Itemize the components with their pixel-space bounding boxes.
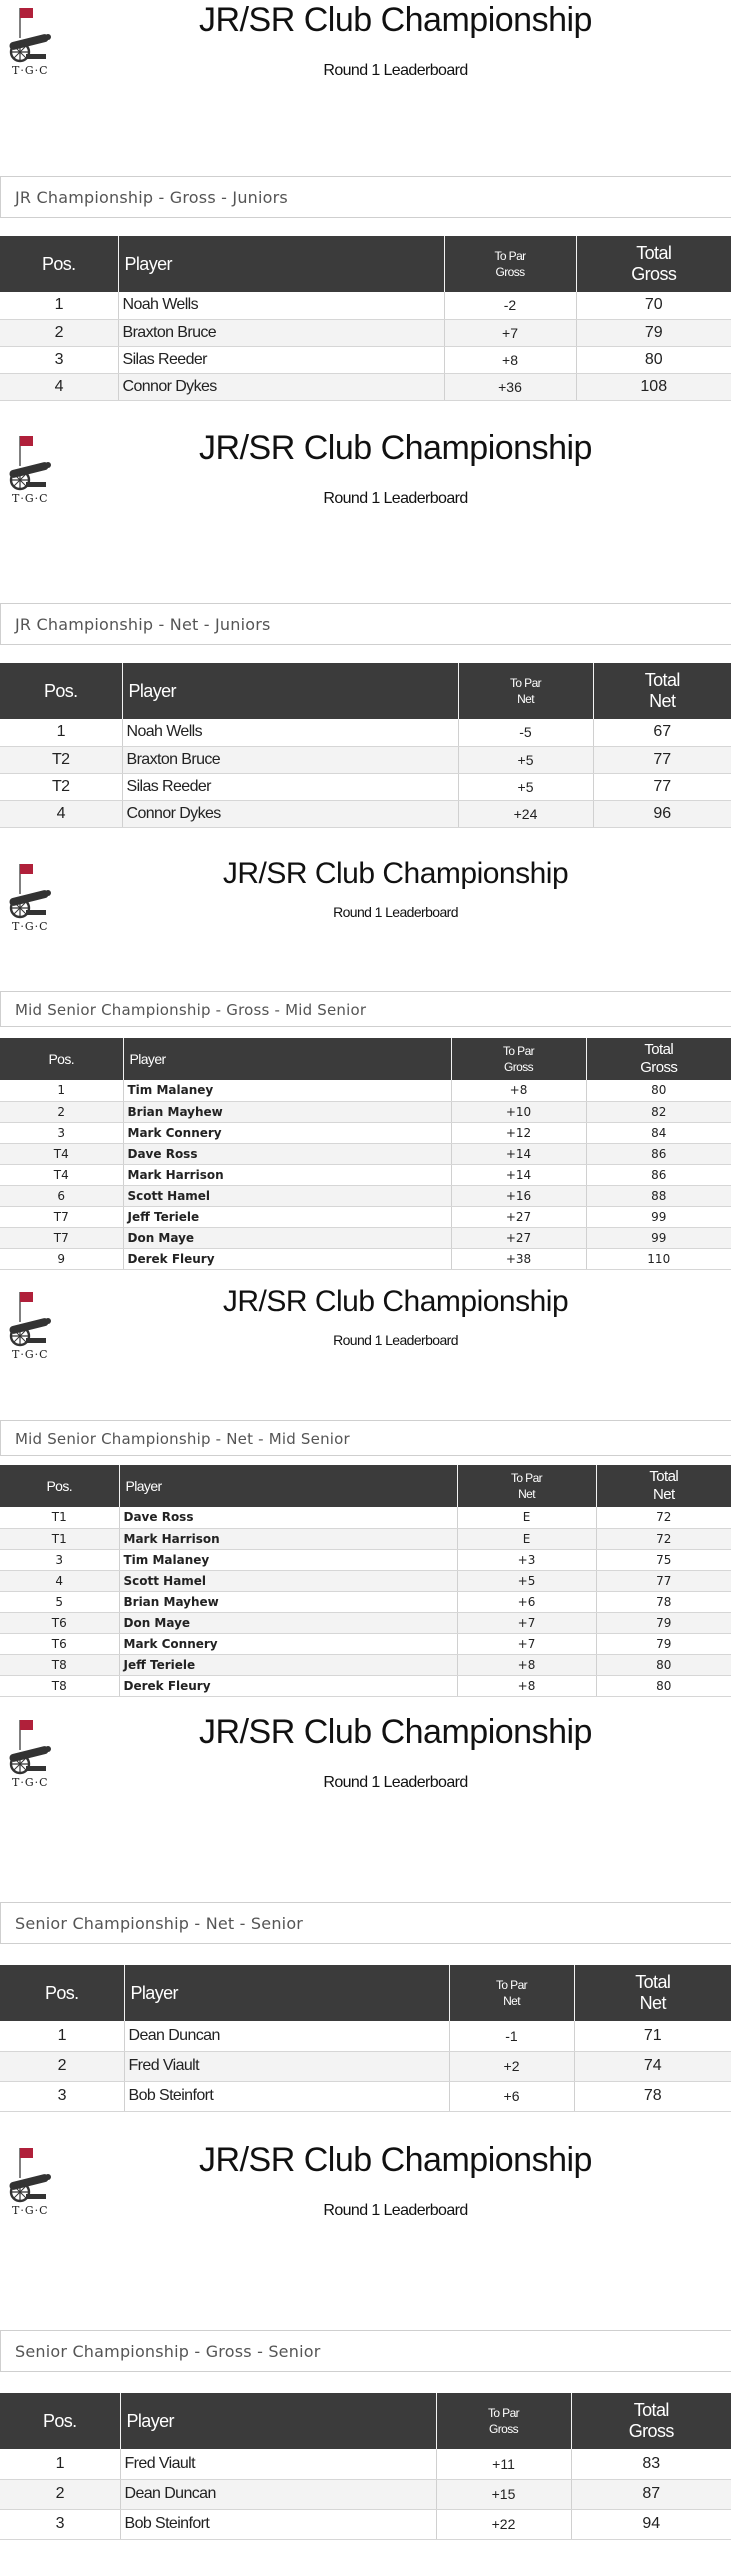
total-label: Total (644, 1041, 674, 1058)
column-header-player: Player (124, 1965, 449, 2021)
total-score-cell: 72 (596, 1528, 731, 1549)
to-par-label: To Par (487, 2406, 520, 2420)
total-score-cell: 71 (574, 2021, 731, 2051)
to-par-cell: +12 (451, 1122, 586, 1143)
position-cell: 3 (0, 2509, 120, 2539)
player-name-cell: Bob Steinfort (120, 2509, 436, 2539)
table-row (0, 2021, 731, 2051)
total-score-cell: 83 (571, 2449, 731, 2479)
table-row (0, 1570, 731, 1591)
table-header-row (0, 1465, 731, 1507)
player-name-cell: Silas Reeder (122, 773, 458, 800)
position-cell: 1 (0, 292, 118, 319)
club-logo-letters: T·G·C (12, 492, 49, 505)
to-par-cell: +3 (457, 1549, 596, 1570)
player-name-cell: Dave Ross (123, 1143, 451, 1164)
to-par-cell: +27 (451, 1206, 586, 1227)
page-subtitle: Round 1 Leaderboard (323, 2202, 468, 2219)
to-par-cell: +38 (451, 1248, 586, 1269)
player-name-cell: Tim Malaney (123, 1080, 451, 1101)
position-cell: 2 (0, 2051, 124, 2081)
to-par-cell: +15 (436, 2479, 571, 2509)
total-score-cell: 79 (576, 319, 731, 346)
total-label: Total (636, 243, 672, 263)
total-type-label: Net (652, 1486, 675, 1503)
column-header-player: Player (123, 1038, 451, 1080)
to-par-cell: +5 (458, 746, 593, 773)
table-row (0, 2051, 731, 2081)
to-par-cell: +7 (444, 319, 576, 346)
to-par-cell: +6 (457, 1591, 596, 1612)
page-subtitle: Round 1 Leaderboard (333, 1332, 458, 1348)
total-score-cell: 67 (593, 719, 731, 746)
to-par-cell: E (457, 1507, 596, 1528)
table-row (0, 1101, 731, 1122)
position-cell: T1 (0, 1528, 119, 1549)
position-cell: 4 (0, 373, 118, 400)
table-header-row (0, 236, 731, 292)
table-row (0, 319, 731, 346)
position-cell: T8 (0, 1654, 119, 1675)
player-name-cell: Silas Reeder (118, 346, 444, 373)
total-score-cell: 77 (593, 773, 731, 800)
player-name-cell: Mark Connery (119, 1633, 457, 1654)
column-header-pos: Pos. (0, 663, 122, 719)
column-header-player: Player (122, 663, 458, 719)
position-cell: 3 (0, 2081, 124, 2111)
player-name-cell: Tim Malaney (119, 1549, 457, 1570)
to-par-cell: +8 (457, 1675, 596, 1696)
club-logo-letters: T·G·C (12, 920, 49, 933)
to-par-cell: +7 (457, 1612, 596, 1633)
player-name-cell: Dean Duncan (120, 2479, 436, 2509)
page-title: JR/SR Club Championship (222, 1285, 569, 1318)
table-row (0, 2479, 731, 2509)
to-par-cell: -5 (458, 719, 593, 746)
table-row (0, 346, 731, 373)
column-header-to-par (457, 1465, 596, 1507)
column-header-total (596, 1465, 731, 1507)
total-score-cell: 82 (586, 1101, 731, 1122)
table-row (0, 292, 731, 319)
to-par-cell: +10 (451, 1101, 586, 1122)
to-par-cell: +8 (451, 1080, 586, 1101)
category-heading: Senior Championship - Net - Senior (0, 1902, 731, 1944)
position-cell: T7 (0, 1227, 123, 1248)
total-label: Total (635, 1972, 671, 1992)
club-logo-letters: T·G·C (12, 1348, 49, 1361)
category-heading: JR Championship - Net - Juniors (0, 603, 731, 645)
column-header-to-par (449, 1965, 574, 2021)
to-par-cell: -2 (444, 292, 576, 319)
club-logo-letters: T·G·C (12, 64, 49, 77)
total-score-cell: 96 (593, 800, 731, 827)
column-header-total (586, 1038, 731, 1080)
player-name-cell: Mark Harrison (123, 1164, 451, 1185)
total-score-cell: 79 (596, 1612, 731, 1633)
total-score-cell: 77 (593, 746, 731, 773)
column-header-total (574, 1965, 731, 2021)
leaderboard-table (0, 2393, 731, 2540)
total-score-cell: 80 (596, 1654, 731, 1675)
page-title: JR/SR Club Championship (222, 857, 569, 890)
table-row (0, 1654, 731, 1675)
player-name-cell: Bob Steinfort (124, 2081, 449, 2111)
column-header-pos: Pos. (0, 2393, 120, 2449)
club-logo-letters: T·G·C (12, 1776, 49, 1789)
total-score-cell: 99 (586, 1227, 731, 1248)
to-par-type-label: Gross (488, 2422, 518, 2436)
player-name-cell: Dean Duncan (124, 2021, 449, 2051)
to-par-label: To Par (502, 1044, 535, 1058)
player-name-cell: Scott Hamel (119, 1570, 457, 1591)
total-score-cell: 86 (586, 1164, 731, 1185)
table-row (0, 2081, 731, 2111)
position-cell: T2 (0, 773, 122, 800)
position-cell: T6 (0, 1612, 119, 1633)
position-cell: T4 (0, 1164, 123, 1185)
column-header-total (593, 663, 731, 719)
to-par-type-label: Net (503, 1994, 520, 2008)
to-par-cell: +16 (451, 1185, 586, 1206)
table-row (0, 719, 731, 746)
player-name-cell: Jeff Teriele (119, 1654, 457, 1675)
column-header-to-par (451, 1038, 586, 1080)
to-par-cell: +5 (458, 773, 593, 800)
position-cell: 1 (0, 2021, 124, 2051)
table-row (0, 1206, 731, 1227)
to-par-cell: +22 (436, 2509, 571, 2539)
total-score-cell: 72 (596, 1507, 731, 1528)
to-par-label: To Par (509, 676, 542, 690)
player-name-cell: Connor Dykes (118, 373, 444, 400)
player-name-cell: Brian Mayhew (123, 1101, 451, 1122)
club-logo (4, 432, 60, 507)
position-cell: 5 (0, 1591, 119, 1612)
table-row (0, 1549, 731, 1570)
to-par-cell: +5 (457, 1570, 596, 1591)
leaderboard-table (0, 663, 731, 828)
position-cell: 3 (0, 1549, 119, 1570)
player-name-cell: Don Maye (123, 1227, 451, 1248)
position-cell: T2 (0, 746, 122, 773)
table-row (0, 1164, 731, 1185)
player-name-cell: Fred Viault (124, 2051, 449, 2081)
player-name-cell: Mark Connery (123, 1122, 451, 1143)
page-subtitle: Round 1 Leaderboard (323, 62, 468, 79)
total-score-cell: 74 (574, 2051, 731, 2081)
total-score-cell: 108 (576, 373, 731, 400)
total-label: Total (633, 2400, 669, 2420)
table-row (0, 1080, 731, 1101)
player-name-cell: Braxton Bruce (122, 746, 458, 773)
table-row (0, 1185, 731, 1206)
table-row (0, 1248, 731, 1269)
total-score-cell: 80 (576, 346, 731, 373)
position-cell: 1 (0, 1080, 123, 1101)
position-cell: 3 (0, 346, 118, 373)
total-score-cell: 77 (596, 1570, 731, 1591)
player-name-cell: Dave Ross (119, 1507, 457, 1528)
total-type-label: Net (639, 1993, 666, 2013)
to-par-type-label: Net (517, 692, 534, 706)
position-cell: 1 (0, 719, 122, 746)
position-cell: 4 (0, 1570, 119, 1591)
to-par-type-label: Gross (495, 265, 525, 279)
table-header-row (0, 1038, 731, 1080)
position-cell: T4 (0, 1143, 123, 1164)
table-header-row (0, 663, 731, 719)
player-name-cell: Noah Wells (122, 719, 458, 746)
to-par-cell: +11 (436, 2449, 571, 2479)
position-cell: 2 (0, 1101, 123, 1122)
category-heading: Mid Senior Championship - Gross - Mid Senior (0, 991, 731, 1027)
column-header-pos: Pos. (0, 1965, 124, 2021)
page-title: JR/SR Club Championship (199, 2141, 592, 2179)
position-cell: 1 (0, 2449, 120, 2479)
category-heading: Mid Senior Championship - Net - Mid Senior (0, 1420, 731, 1456)
table-row (0, 1633, 731, 1654)
to-par-cell: +27 (451, 1227, 586, 1248)
total-score-cell: 75 (596, 1549, 731, 1570)
player-name-cell: Derek Fleury (119, 1675, 457, 1696)
total-type-label: Gross (640, 1059, 678, 1076)
club-logo (4, 4, 60, 79)
position-cell: 4 (0, 800, 122, 827)
table-row (0, 800, 731, 827)
to-par-cell: +14 (451, 1143, 586, 1164)
position-cell: 9 (0, 1248, 123, 1269)
to-par-cell: +2 (449, 2051, 574, 2081)
column-header-pos: Pos. (0, 1038, 123, 1080)
to-par-cell: +24 (458, 800, 593, 827)
to-par-cell: +14 (451, 1164, 586, 1185)
to-par-type-label: Gross (503, 1060, 533, 1074)
column-header-pos: Pos. (0, 1465, 119, 1507)
position-cell: 2 (0, 2479, 120, 2509)
table-row (0, 773, 731, 800)
column-header-player: Player (120, 2393, 436, 2449)
player-name-cell: Brian Mayhew (119, 1591, 457, 1612)
total-score-cell: 80 (596, 1675, 731, 1696)
player-name-cell: Derek Fleury (123, 1248, 451, 1269)
club-logo (4, 860, 60, 935)
club-logo (4, 1716, 60, 1791)
column-header-player: Player (119, 1465, 457, 1507)
column-header-player: Player (118, 236, 444, 292)
total-type-label: Gross (631, 264, 677, 284)
position-cell: 6 (0, 1185, 123, 1206)
leaderboard-table (0, 1965, 731, 2112)
total-score-cell: 86 (586, 1143, 731, 1164)
table-row (0, 1528, 731, 1549)
to-par-cell: -1 (449, 2021, 574, 2051)
column-header-to-par (436, 2393, 571, 2449)
to-par-label: To Par (510, 1471, 543, 1485)
table-row (0, 1143, 731, 1164)
total-score-cell: 70 (576, 292, 731, 319)
table-row (0, 1675, 731, 1696)
table-row (0, 373, 731, 400)
column-header-total (571, 2393, 731, 2449)
category-heading: JR Championship - Gross - Juniors (0, 176, 731, 218)
page-title: JR/SR Club Championship (199, 429, 592, 467)
player-name-cell: Jeff Teriele (123, 1206, 451, 1227)
page-subtitle: Round 1 Leaderboard (333, 904, 458, 920)
total-score-cell: 80 (586, 1080, 731, 1101)
table-row (0, 2509, 731, 2539)
total-score-cell: 87 (571, 2479, 731, 2509)
table-row (0, 1227, 731, 1248)
to-par-label: To Par (494, 249, 526, 263)
total-score-cell: 99 (586, 1206, 731, 1227)
total-label: Total (644, 670, 680, 690)
to-par-type-label: Net (518, 1487, 535, 1501)
total-score-cell: 110 (586, 1248, 731, 1269)
leaderboard-table (0, 236, 731, 401)
player-name-cell: Don Maye (119, 1612, 457, 1633)
category-heading: Senior Championship - Gross - Senior (0, 2330, 731, 2372)
page-title: JR/SR Club Championship (199, 1, 592, 39)
position-cell: T7 (0, 1206, 123, 1227)
position-cell: T8 (0, 1675, 119, 1696)
column-header-total (576, 236, 731, 292)
column-header-pos: Pos. (0, 236, 118, 292)
to-par-label: To Par (495, 1978, 528, 1992)
page-title: JR/SR Club Championship (199, 1713, 592, 1751)
club-logo (4, 1288, 60, 1363)
position-cell: 2 (0, 319, 118, 346)
table-row (0, 1591, 731, 1612)
table-header-row (0, 2393, 731, 2449)
column-header-to-par (458, 663, 593, 719)
table-row (0, 1122, 731, 1143)
table-header-row (0, 1965, 731, 2021)
position-cell: T6 (0, 1633, 119, 1654)
table-row (0, 1612, 731, 1633)
total-type-label: Net (649, 691, 676, 711)
total-score-cell: 78 (596, 1591, 731, 1612)
player-name-cell: Noah Wells (118, 292, 444, 319)
table-row (0, 2449, 731, 2479)
total-score-cell: 78 (574, 2081, 731, 2111)
to-par-cell: +8 (444, 346, 576, 373)
total-label: Total (649, 1468, 679, 1485)
page-subtitle: Round 1 Leaderboard (323, 1774, 468, 1791)
player-name-cell: Fred Viault (120, 2449, 436, 2479)
to-par-cell: +6 (449, 2081, 574, 2111)
to-par-cell: E (457, 1528, 596, 1549)
position-cell: T1 (0, 1507, 119, 1528)
total-type-label: Gross (628, 2421, 674, 2441)
to-par-cell: +7 (457, 1633, 596, 1654)
player-name-cell: Mark Harrison (119, 1528, 457, 1549)
position-cell: 3 (0, 1122, 123, 1143)
page-subtitle: Round 1 Leaderboard (323, 490, 468, 507)
total-score-cell: 88 (586, 1185, 731, 1206)
table-row (0, 746, 731, 773)
to-par-cell: +8 (457, 1654, 596, 1675)
to-par-cell: +36 (444, 373, 576, 400)
club-logo-letters: T·G·C (12, 2204, 49, 2217)
column-header-to-par (444, 236, 576, 292)
club-logo (4, 2144, 60, 2219)
total-score-cell: 94 (571, 2509, 731, 2539)
total-score-cell: 79 (596, 1633, 731, 1654)
total-score-cell: 84 (586, 1122, 731, 1143)
table-row (0, 1507, 731, 1528)
leaderboard-table (0, 1038, 731, 1270)
leaderboard-table (0, 1465, 731, 1697)
player-name-cell: Braxton Bruce (118, 319, 444, 346)
player-name-cell: Scott Hamel (123, 1185, 451, 1206)
player-name-cell: Connor Dykes (122, 800, 458, 827)
